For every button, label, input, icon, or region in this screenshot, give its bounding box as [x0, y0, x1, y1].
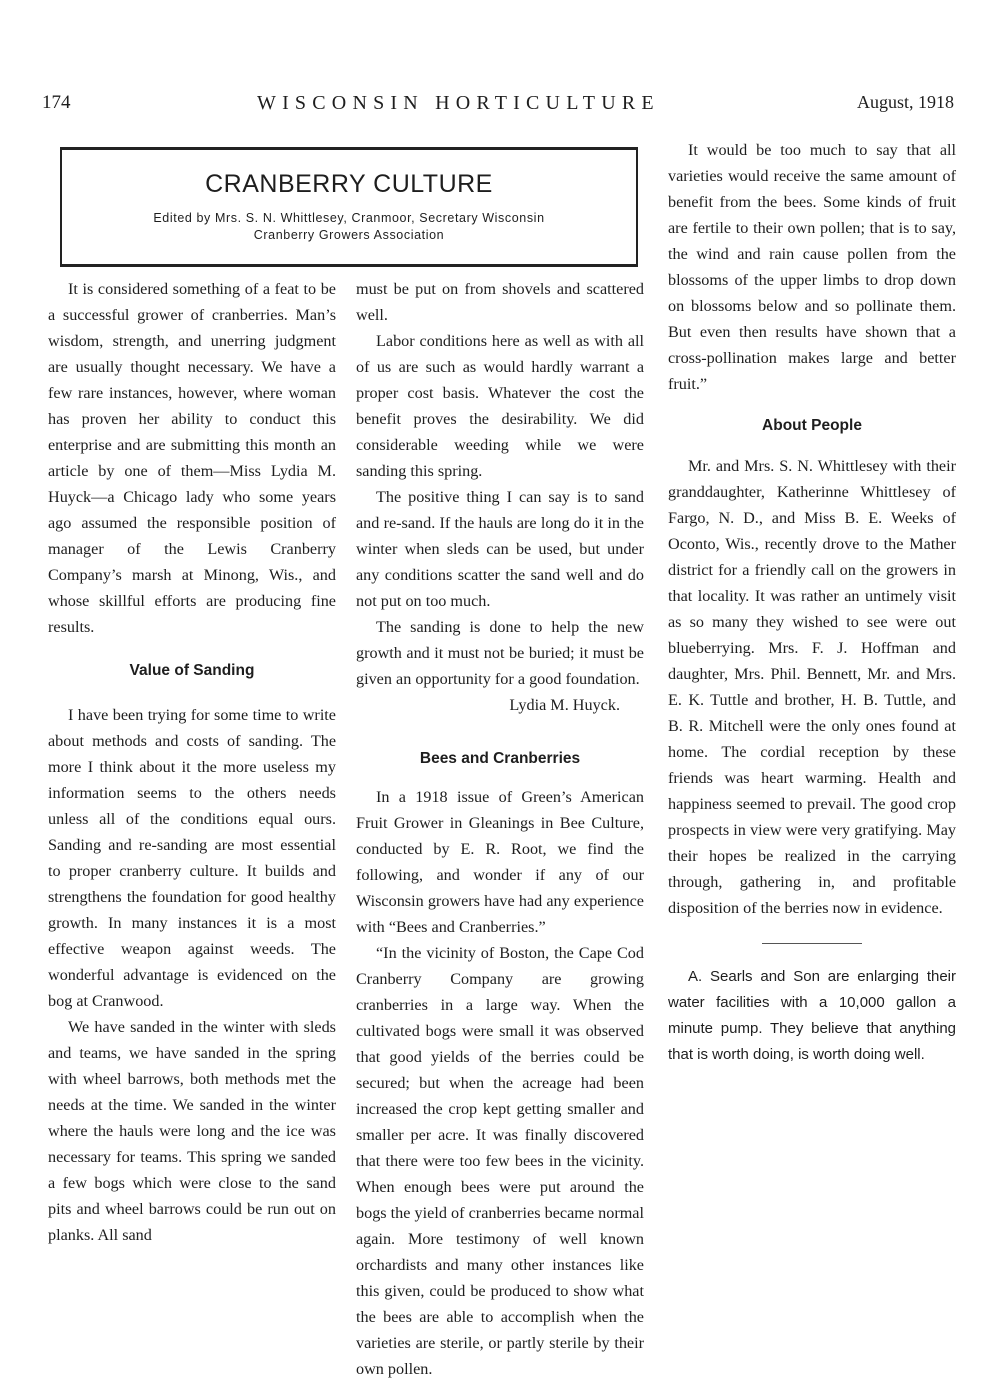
sanding-paragraph-5: The positive thing I can say is to sand and re-sand. If the hauls are long do it in the winter when sleds can be used, but under any conditions scatter the sand well and do not put on too much. — [356, 488, 644, 610]
people-paragraph: Mr. and Mrs. S. N. Whittlesey with their granddaughter, Katherinne Whittlesey of Fargo, N. D., and Miss B. E. Weeks of Oconto, Wis., recently drove to the Mather district for a friendly call on the growers in that locality. It was rather an untimely visit as so many they wished to see were out blueberrying. Mrs. F. J. Hoffman and daughter, Mrs. Phil. Bennett, Mr. and Mrs. E. K. Tuttle and brother, H. B. Tuttle, and B. R. Mitchell were the only ones found at home. The cordial reception by these friends was heart warming. Health and happiness seemed to prevail. The good crop prospects in view were very gratifying. May their hopes be realized in the carrying through, gathering in, and profitable disposition of the berries now in evidence. — [668, 457, 956, 917]
heading-value-of-sanding: Value of Sanding — [129, 662, 255, 679]
column-right — [668, 137, 956, 1068]
searls-note: A. Searls and Son are enlarging their water facilities with a 10,000 gallon a minute pump. They believe that anything that is worth doing, is worth doing well. — [668, 968, 956, 1063]
bees-paragraph-2: “In the vicinity of Boston, the Cape Cod Cranberry Company are growing cranberries in a large way. When the cultivated bogs were small it was observed that good yields of the berries could be secured; but when the acreage had been increased the crop kept getting smaller and smaller per acre. It was finally discovered that there were too few bees in the vicinity. When enough bees were put around the bogs the yield of cranberries became normal again. More testimony of well known orchardists and many other instances like this given, could be produced to show what the bees are able to accomplish when the varieties are sterile, or partly sterile by their own pollen. — [356, 944, 644, 1378]
section-divider — [762, 943, 862, 944]
running-head — [42, 92, 962, 122]
sanding-paragraph-2: We have sanded in the winter with sleds and teams, we have sanded in the spring with wheel barrows, both methods met the needs at the time. We sanded in the winter where the hauls were long and the ice was necessary for teams. This spring we sanded a few bogs which were close to the sand pits and wheel barrows could be run out on planks. All sand — [48, 1018, 336, 1244]
sanding-paragraph-1: I have been trying for some time to write about methods and costs of sanding. The more I think about it the more useless my information seems to the others needs unless all of the conditions equal ours. Sanding and re-sanding are most essential to proper cranberry culture. It builds and strengthens the foundation for good healthy growth. In many instances it is a most effective weapon against weeds. The wonderful advantage is evidenced on the bog at Cranwood. — [48, 706, 336, 1010]
page-number: 174 — [42, 92, 71, 113]
column-middle — [356, 276, 644, 1382]
bees-paragraph-3: It would be too much to say that all varieties would receive the same amount of benefit from the bees. Some kinds of fruit are fertile to their own pollen; that is to say, the wind and rain cause pollen from the blossoms of the upper limbs to drop down on blossoms below and so pollinate them. But even then results have shown that a cross-pollination makes large and better fruit.” — [668, 141, 956, 393]
bees-paragraph-1: In a 1918 issue of Green’s American Fruit Grower in Gleanings in Bee Culture, conducted by E. R. Root, we find the following, and wonder if any of our Wisconsin growers have had any experience with “Bees and Cranberries.” — [356, 788, 644, 936]
column-left — [48, 276, 336, 1248]
issue-date: August, 1918 — [856, 92, 954, 112]
department-title: CRANBERRY CULTURE — [205, 170, 493, 198]
editor-line-1: Edited by Mrs. S. N. Whittlesey, Cranmoor, Secretary Wisconsin — [153, 211, 545, 225]
sanding-paragraph-4: Labor conditions here as well as with all of us are such as would hardly warrant a proper cost basis. Whatever the cost the benefit proves the desirability. We did considerable weeding while we were sanding this spring. — [356, 332, 644, 480]
sanding-paragraph-3: must be put on from shovels and scattered well. — [356, 280, 644, 324]
editor-line-2: Cranberry Growers Association — [253, 228, 445, 242]
heading-about-people: About People — [762, 417, 862, 434]
sanding-paragraph-6: The sanding is done to help the new growth and it must not be buried; it must be given an opportunity for a good foundation. — [356, 618, 644, 688]
intro-paragraph: It is considered something of a feat to be a successful grower of cranberries. Man’s wisdom, strength, and unerring judgment are usually thought necessary. We have a few rare instances, however, where woman has proven her ability to conduct this enterprise and are submitting this month an article by one of them—Miss Lydia M. Huyck—a Chicago lady who some years ago assumed the responsible position of manager of the Lewis Cranberry Company’s marsh at Minong, Wis., and whose skillful efforts are producing fine results. — [48, 280, 336, 636]
heading-bees-and-cranberries: Bees and Cranberries — [419, 750, 581, 767]
journal-title: WISCONSIN HORTICULTURE — [257, 92, 660, 114]
department-masthead — [60, 147, 638, 267]
department-editor-credit — [62, 210, 636, 244]
author-signature: Lydia M. Huyck. — [509, 696, 620, 714]
